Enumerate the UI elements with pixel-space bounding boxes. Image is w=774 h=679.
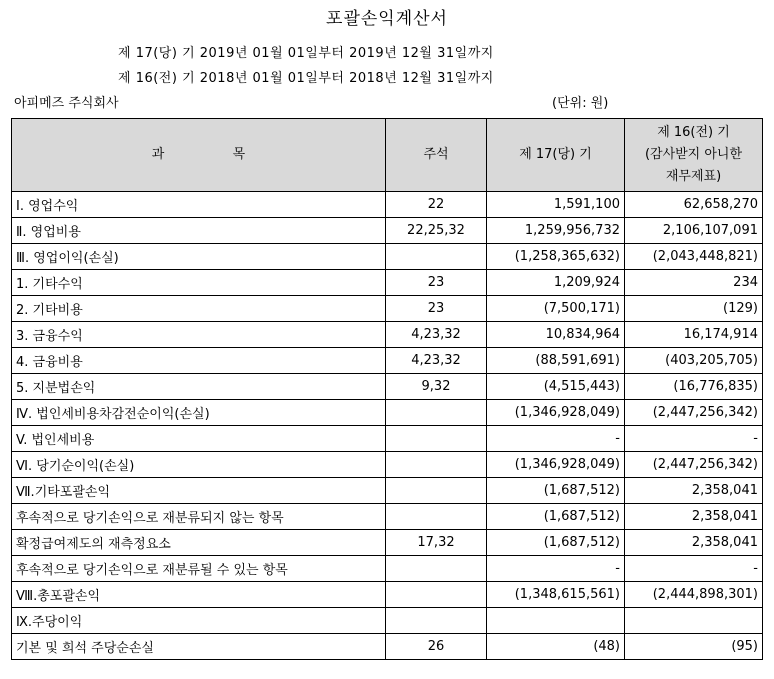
- table-header-row: [12, 119, 763, 192]
- row-note: [386, 504, 487, 530]
- table-row: [12, 504, 763, 530]
- table-row: [12, 244, 763, 270]
- row-prior-amount: [625, 608, 763, 634]
- row-prior-amount: (2,043,448,821): [625, 244, 763, 270]
- row-prior-amount: (2,447,256,342): [625, 452, 763, 478]
- row-label: 2. 기타비용: [12, 296, 386, 322]
- row-current-amount: 1,259,956,732: [487, 218, 625, 244]
- row-label: Ⅲ. 영업이익(손실): [12, 244, 386, 270]
- row-current-amount: (88,591,691): [487, 348, 625, 374]
- row-label: 1. 기타수익: [12, 270, 386, 296]
- row-prior-amount: (2,447,256,342): [625, 400, 763, 426]
- header-subject: [12, 119, 386, 192]
- table-row: [12, 374, 763, 400]
- row-note: [386, 452, 487, 478]
- row-prior-amount: 2,358,041: [625, 530, 763, 556]
- row-label: Ⅰ. 영업수익: [12, 192, 386, 218]
- period-prior: 제 16(전) 기 2018년 01월 01일부터 2018년 12월 31일까지: [118, 71, 494, 86]
- row-current-amount: 1,209,924: [487, 270, 625, 296]
- header-prior: [625, 119, 763, 192]
- period-current: 제 17(당) 기 2019년 01월 01일부터 2019년 12월 31일까지: [118, 46, 494, 61]
- row-label: Ⅷ.총포괄손익: [12, 582, 386, 608]
- row-note: 17,32: [386, 530, 487, 556]
- row-current-amount: 10,834,964: [487, 322, 625, 348]
- table-row: [12, 530, 763, 556]
- table-row: [12, 556, 763, 582]
- row-label: 후속적으로 당기손익으로 재분류될 수 있는 항목: [12, 556, 386, 582]
- row-note: [386, 244, 487, 270]
- table-row: [12, 218, 763, 244]
- row-label: 기본 및 희석 주당순손실: [12, 634, 386, 660]
- document-title: 포괄손익계산서: [326, 9, 448, 29]
- header-subject-b: 목: [232, 147, 246, 162]
- header-subject-a: 과: [151, 147, 165, 162]
- row-note: [386, 556, 487, 582]
- row-current-amount: (1,346,928,049): [487, 400, 625, 426]
- row-label: 4. 금융비용: [12, 348, 386, 374]
- table-row: [12, 296, 763, 322]
- header-prior-line1: 제 16(전) 기: [657, 125, 730, 140]
- table-row: [12, 426, 763, 452]
- row-note: [386, 478, 487, 504]
- row-label: Ⅸ.주당이익: [12, 608, 386, 634]
- row-current-amount: (1,687,512): [487, 530, 625, 556]
- row-note: 22: [386, 192, 487, 218]
- table-row: [12, 478, 763, 504]
- table-row: [12, 348, 763, 374]
- row-prior-amount: 2,106,107,091: [625, 218, 763, 244]
- row-current-amount: -: [487, 556, 625, 582]
- row-label: Ⅵ. 당기순이익(손실): [12, 452, 386, 478]
- table-row: [12, 400, 763, 426]
- row-label: Ⅳ. 법인세비용차감전순이익(손실): [12, 400, 386, 426]
- row-label: 3. 금융수익: [12, 322, 386, 348]
- table-row: [12, 322, 763, 348]
- row-prior-amount: 62,658,270: [625, 192, 763, 218]
- row-current-amount: (1,258,365,632): [487, 244, 625, 270]
- table-row: [12, 634, 763, 660]
- row-current-amount: (1,687,512): [487, 504, 625, 530]
- header-prior-line2: (감사받지 아니한: [644, 147, 743, 162]
- row-note: 23: [386, 296, 487, 322]
- row-note: [386, 426, 487, 452]
- row-current-amount: (1,687,512): [487, 478, 625, 504]
- row-current-amount: (1,346,928,049): [487, 452, 625, 478]
- row-label: Ⅶ.기타포괄손익: [12, 478, 386, 504]
- row-current-amount: (1,348,615,561): [487, 582, 625, 608]
- row-label: 확정급여제도의 재측정요소: [12, 530, 386, 556]
- row-current-amount: (4,515,443): [487, 374, 625, 400]
- row-label: V. 법인세비용: [12, 426, 386, 452]
- row-current-amount: 1,591,100: [487, 192, 625, 218]
- row-note: 23: [386, 270, 487, 296]
- row-note: 4,23,32: [386, 322, 487, 348]
- row-prior-amount: 2,358,041: [625, 478, 763, 504]
- row-note: [386, 400, 487, 426]
- row-label: 5. 지분법손익: [12, 374, 386, 400]
- row-current-amount: (48): [487, 634, 625, 660]
- row-label: 후속적으로 당기손익으로 재분류되지 않는 항목: [12, 504, 386, 530]
- row-note: 4,23,32: [386, 348, 487, 374]
- row-note: 22,25,32: [386, 218, 487, 244]
- row-prior-amount: 2,358,041: [625, 504, 763, 530]
- header-current: 제 17(당) 기: [487, 119, 625, 192]
- row-note: [386, 582, 487, 608]
- table-row: [12, 270, 763, 296]
- table-row: [12, 452, 763, 478]
- row-prior-amount: -: [625, 426, 763, 452]
- table-row: [12, 582, 763, 608]
- row-current-amount: [487, 608, 625, 634]
- row-prior-amount: -: [625, 556, 763, 582]
- row-prior-amount: 16,174,914: [625, 322, 763, 348]
- row-current-amount: -: [487, 426, 625, 452]
- row-label: Ⅱ. 영업비용: [12, 218, 386, 244]
- header-prior-line3: 재무제표): [665, 169, 722, 184]
- table-row: [12, 608, 763, 634]
- company-name: 아피메즈 주식회사: [14, 96, 119, 111]
- header-note: 주석: [386, 119, 487, 192]
- row-prior-amount: 234: [625, 270, 763, 296]
- income-statement-table: [11, 118, 763, 660]
- table-row: [12, 192, 763, 218]
- currency-unit: (단위: 원): [552, 96, 609, 111]
- row-prior-amount: (95): [625, 634, 763, 660]
- row-note: [386, 608, 487, 634]
- row-note: 26: [386, 634, 487, 660]
- row-prior-amount: (403,205,705): [625, 348, 763, 374]
- row-current-amount: (7,500,171): [487, 296, 625, 322]
- row-prior-amount: (16,776,835): [625, 374, 763, 400]
- row-prior-amount: (2,444,898,301): [625, 582, 763, 608]
- row-note: 9,32: [386, 374, 487, 400]
- row-prior-amount: (129): [625, 296, 763, 322]
